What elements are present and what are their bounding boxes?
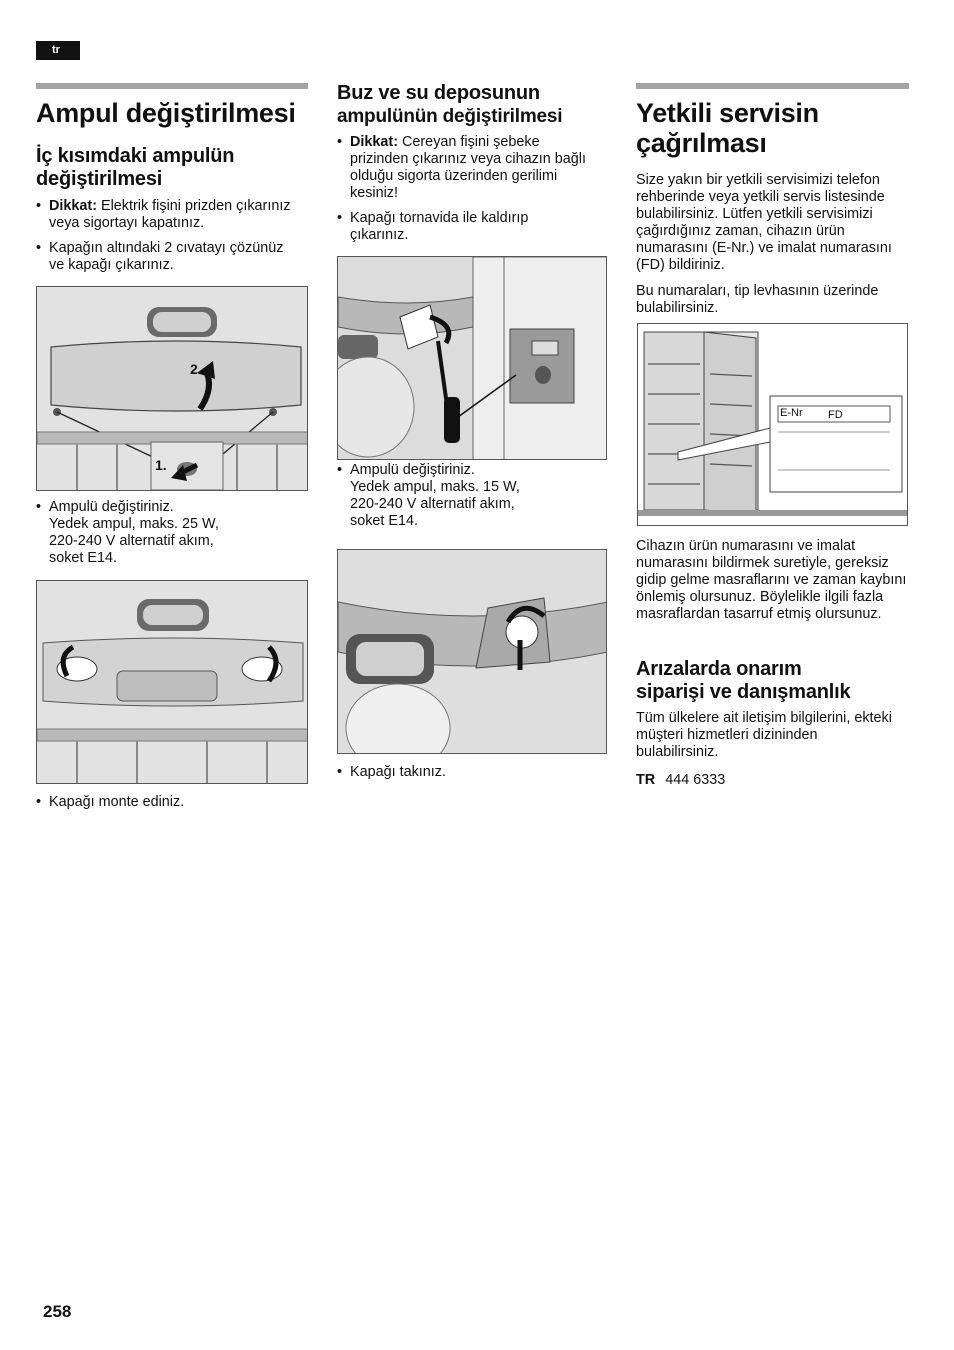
- list-item: • Dikkat: Elektrik fişini prizden çıkarınız veya sigortayı kapatınız.: [36, 198, 308, 232]
- bullet-list: [337, 462, 520, 530]
- bullet-list: [36, 794, 184, 811]
- subsection-title: Arızalarda onarım siparişi ve danışmanlık: [636, 658, 851, 703]
- bulbs-illustration: [37, 581, 308, 784]
- paragraph: Size yakın bir yetkili servisimizi telefon rehberinde veya yetkili servis listesinde bulabilirsiniz. Lütfen yetkili servisimizi çağırdığınız zaman, cihazın ürün numarasını (E-Nr.) ve imalat numarasını (FD) bildiriniz.: [636, 172, 892, 273]
- step-label-2: 2.: [190, 361, 202, 377]
- contact-line: [636, 772, 725, 789]
- language-tag: tr: [36, 41, 80, 60]
- figure-bulbs: [36, 580, 308, 784]
- page-number: 258: [43, 1302, 72, 1321]
- plate-enr-label: E-Nr: [780, 407, 803, 419]
- list-item: • Kapağın altındaki 2 cıvatayı çözünüz ve kapağı çıkarınız.: [36, 240, 289, 274]
- list-item: • Ampulü değiştiriniz. Yedek ampul, maks. 25 W, 220-240 V alternatif akım, soket E14.: [36, 499, 219, 567]
- list-item: • Kapağı monte ediniz.: [36, 794, 184, 811]
- paragraph: Cihazın ürün numarasını ve imalat numarasını bildirmek suretiyle, gereksiz gidip gelme masraflarını ve zaman kaybını önlemiş olursunuz. Böylelikle ilgili fazla masraflardan tasarruf etmiş olursunuz.: [636, 538, 907, 622]
- subsection-title: İç kısımdaki ampulün değiştirilmesi: [36, 145, 235, 190]
- list-item: • Ampulü değiştiriniz. Yedek ampul, maks. 15 W, 220-240 V alternatif akım, soket E14.: [337, 462, 520, 530]
- fridge-illustration: [638, 324, 908, 526]
- figure-cover-screws: [36, 286, 308, 491]
- list-item: • Dikkat: Cereyan fişini şebeke prizinden çıkarınız veya cihazın bağlı olduğu sigorta üzerinden gerilimi kesiniz!: [337, 134, 590, 202]
- column-ice-water-bulb: [337, 82, 607, 780]
- contact-number: 444 6333: [665, 772, 726, 788]
- figure-dispenser-bulb: [337, 549, 607, 754]
- section-title: Yetkili servisin çağrılması: [636, 98, 819, 158]
- bullet-list: [337, 134, 607, 244]
- bullet-list: [337, 764, 446, 781]
- step-label-1: 1.: [155, 457, 167, 473]
- section-title: Buz ve su deposunun ampulünün değiştirilmesi: [337, 82, 563, 127]
- figure-dispenser-cover: [337, 256, 607, 460]
- dispenser-bulb-illustration: [338, 550, 607, 754]
- paragraph: Bu numaraları, tip levhasının üzerinde bulabilirsiniz.: [636, 283, 879, 316]
- dispenser-cover-illustration: [338, 257, 607, 460]
- figure-rating-plate: [637, 323, 908, 526]
- column-bulb-replacement: [36, 83, 308, 810]
- section-rule: [36, 83, 308, 89]
- contact-country: TR: [636, 772, 656, 788]
- section-rule: [636, 83, 909, 89]
- cover-screws-illustration: [37, 287, 308, 491]
- section-title: Ampul değiştirilmesi: [36, 98, 296, 128]
- plate-fd-label: FD: [828, 409, 843, 421]
- list-item: • Kapağı tornavida ile kaldırıp çıkarınız.: [337, 210, 570, 244]
- paragraph: Tüm ülkelere ait iletişim bilgilerini, ekteki müşteri hizmetleri dizininden bulabilirsiniz.: [636, 710, 892, 760]
- bullet-list: [36, 198, 308, 274]
- list-item: • Kapağı takınız.: [337, 764, 446, 781]
- bullet-list: [36, 499, 219, 567]
- column-service: [636, 83, 909, 788]
